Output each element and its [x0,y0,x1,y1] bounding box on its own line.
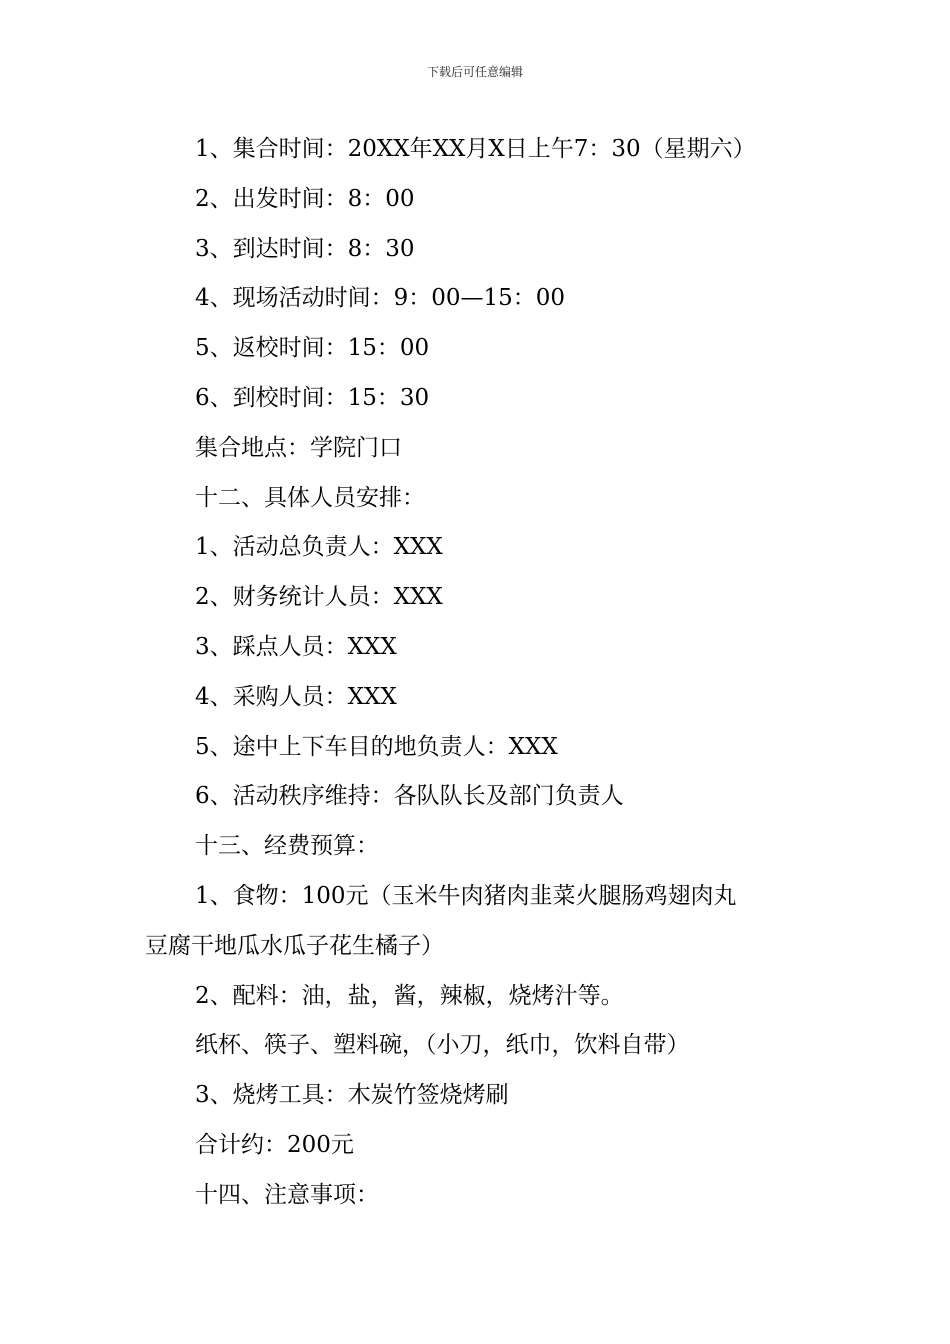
budget-item-bbq-tools: 3、烧烤工具：木炭竹签烧烤刷 [195,1082,509,1109]
document-body [145,125,825,1221]
section-heading-budget: 十三、经费预算： [195,833,379,860]
staff-item-purchasing: 4、采购人员：XXX [195,683,397,710]
schedule-item-activity-time: 4、现场活动时间：9：00—15：00 [195,285,566,312]
section-heading-staffing: 十二、具体人员安排： [195,484,425,511]
schedule-item-back-at-school-time: 6、到校时间：15：30 [195,384,430,411]
budget-item-seasoning: 2、配料：油，盐，酱，辣椒，烧烤汁等。 [195,982,624,1009]
schedule-item-return-time: 5、返校时间：15：00 [195,335,430,362]
staff-item-order-keeping: 6、活动秩序维持：各队队长及部门负责人 [195,783,624,810]
schedule-item-assembly-time: 1、集合时间：20XX年XX月X日上午7：30（星期六） [195,136,756,162]
budget-total: 合计约：200元 [195,1131,354,1158]
assembly-location: 集合地点：学院门口 [195,434,402,461]
schedule-item-departure-time: 2、出发时间：8：00 [195,185,415,212]
staff-item-finance: 2、财务统计人员：XXX [195,584,443,611]
budget-item-food-continued: 豆腐干地瓜水瓜子花生橘子） [145,932,444,959]
budget-item-tableware: 纸杯、筷子、塑料碗，（小刀，纸巾，饮料自带） [195,1032,690,1059]
schedule-item-arrival-time: 3、到达时间：8：30 [195,235,415,262]
staff-item-transport-lead: 5、途中上下车目的地负责人：XXX [195,733,558,760]
page-header-note: 下载后可任意编辑 [426,65,523,79]
budget-item-food: 1、食物：100元（玉米牛肉猪肉韭菜火腿肠鸡翅肉丸 [195,882,737,909]
section-heading-notes: 十四、注意事项： [195,1181,379,1208]
staff-item-scouting: 3、踩点人员：XXX [195,633,397,660]
staff-item-general-lead: 1、活动总负责人：XXX [195,534,443,561]
